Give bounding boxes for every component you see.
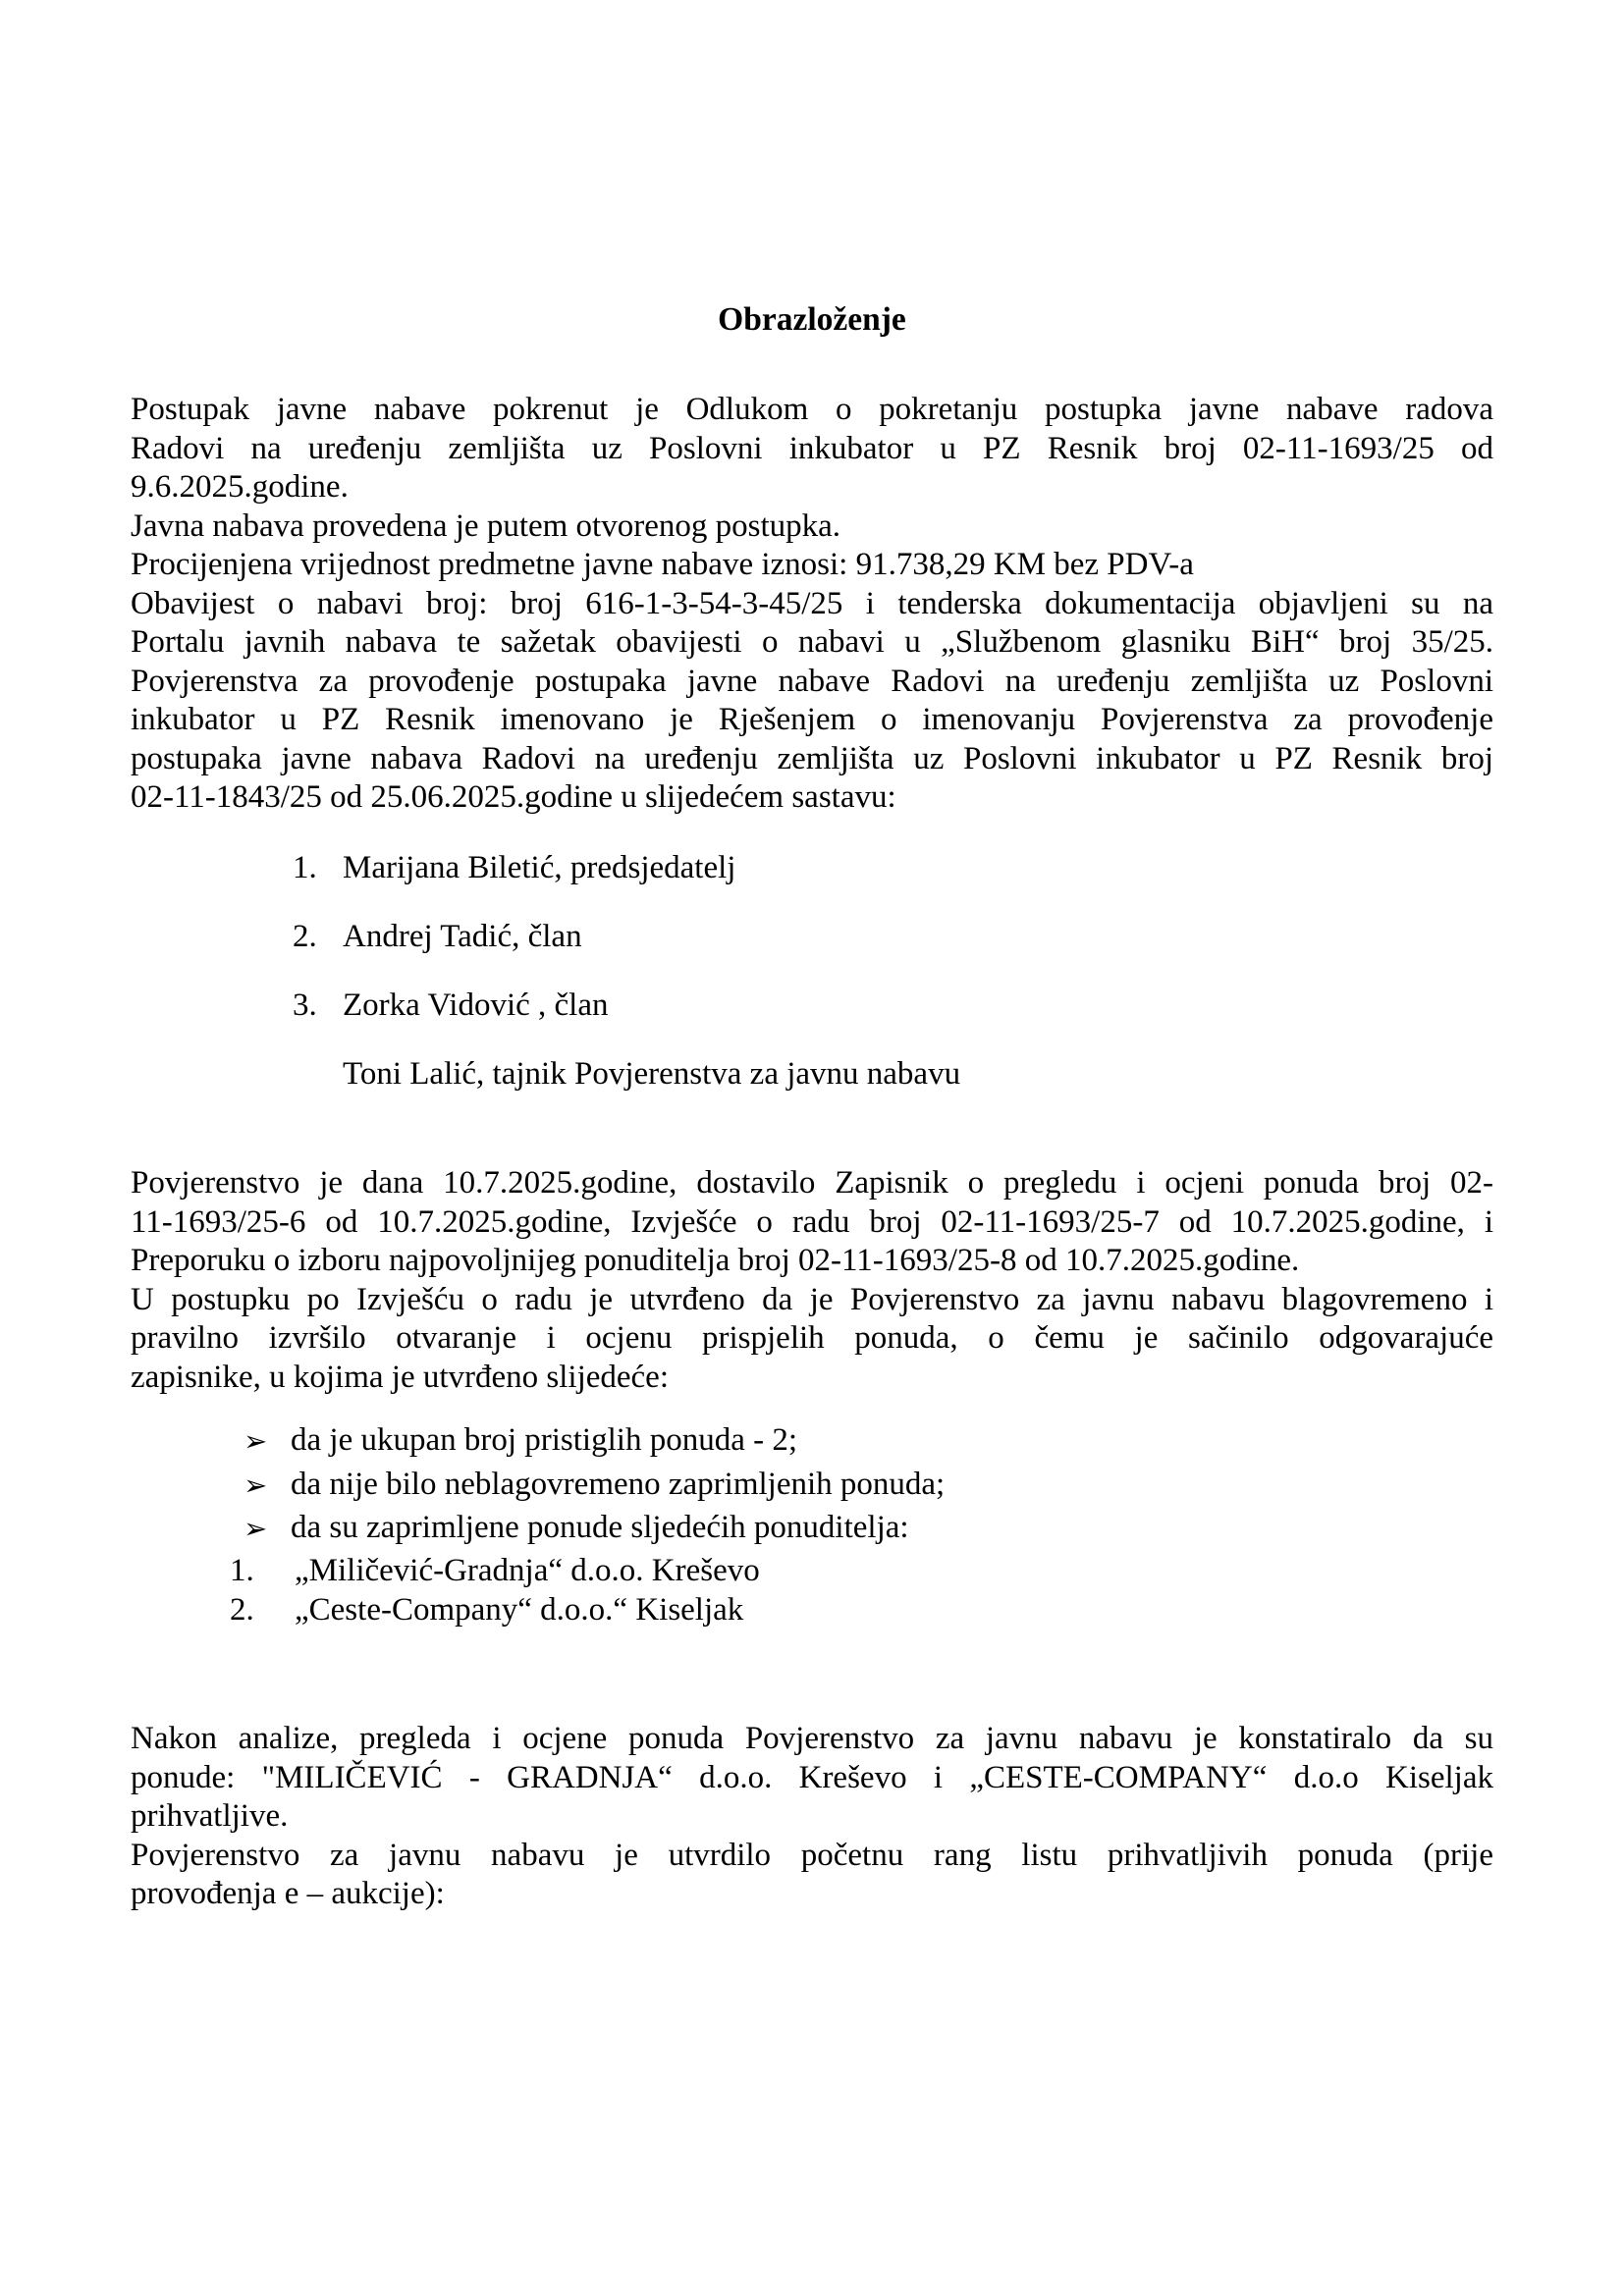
finding-item	[131, 1506, 1493, 1550]
paragraph-line: Radovi na uređenju zemljišta uz Poslovni inkubator u PZ Resnik broj 02-11-1693/25 od	[131, 430, 1493, 466]
finding-item	[131, 1463, 1493, 1507]
paragraph-line: Portalu javnih nabava te sažetak obavijesti o nabavi u „Službenom glasniku BiH“ broj 35/25.	[131, 624, 1493, 660]
paragraph-line: inkubator u PZ Resnik imenovano je Rješenjem o imenovanju Povjerenstva za provođenje	[131, 702, 1493, 737]
list-number: 1.	[230, 1553, 254, 1588]
bidder-name: „Miličević-Gradnja“ d.o.o. Kreševo	[295, 1553, 760, 1588]
finding-text: da je ukupan broj pristiglih ponuda - 2;	[291, 1422, 797, 1458]
paragraph-line: ponude: "MILIČEVIĆ - GRADNJA“ d.o.o. Kreševo i „CESTE-COMPANY“ d.o.o Kiseljak	[131, 1759, 1493, 1795]
paragraph-line: Preporuku o izboru najpovoljnijeg ponuditelja broj 02-11-1693/25-8 od 10.7.2025.godine.	[131, 1243, 1300, 1278]
paragraph-line: zapisnike, u kojima je utvrđeno slijedeće:	[131, 1359, 669, 1395]
paragraph-line: Postupak javne nabave pokrenut je Odlukom o pokretanju postupka javne nabave radova	[131, 392, 1493, 427]
paragraph-line: postupaka javne nabava Radovi na uređenju zemljišta uz Poslovni inkubator u PZ Resnik broj	[131, 740, 1493, 776]
finding-item	[131, 1418, 1493, 1463]
list-number: 2.	[230, 1592, 254, 1628]
committee-member	[131, 848, 1493, 887]
paragraph-line: Javna nabava provedena je putem otvorenog postupka.	[131, 507, 841, 544]
paragraph-line: Povjerenstva za provođenje postupaka javne nabave Radovi na uređenju zemljišta uz Poslovni	[131, 663, 1493, 699]
list-number: 3.	[293, 988, 317, 1023]
paragraph-line: Nakon analize, pregleda i ocjene ponuda Povjerenstvo za javnu nabavu je konstatiralo da su	[131, 1721, 1493, 1756]
paragraph-line: Obavijest o nabavi broj: broj 616-1-3-54-3-45/25 i tenderska dokumentacija objavljeni su na	[131, 585, 1493, 621]
member-name: Zorka Vidović , član	[343, 988, 609, 1023]
paragraph-line: 02-11-1843/25 od 25.06.2025.godine u slijedećem sastavu:	[131, 779, 896, 815]
list-number: 2.	[293, 919, 317, 954]
conclusion-paragraph	[131, 1720, 1493, 1914]
paragraph-line: 11-1693/25-6 od 10.7.2025.godine, Izvješće o radu broj 02-11-1693/25-7 od 10.7.2025.godine, i	[131, 1203, 1493, 1240]
paragraph-line: prihvatljive.	[131, 1798, 289, 1834]
paragraph-line: Povjerenstvo je dana 10.7.2025.godine, dostavilo Zapisnik o pregledu i ocjeni ponuda broj 02-	[131, 1165, 1493, 1201]
page-title: Obrazloženje	[718, 301, 906, 338]
paragraph-line: U postupku po Izvješću o radu je utvrđeno da je Povjerenstvo za javnu nabavu blagovremeno i	[131, 1281, 1493, 1317]
paragraph-line: 9.6.2025.godine.	[131, 469, 349, 505]
bidder-item	[131, 1551, 1493, 1590]
finding-text: da nije bilo neblagovremeno zaprimljenih ponuda;	[291, 1466, 946, 1502]
member-name: Andrej Tadić, član	[343, 919, 582, 954]
findings-bullet-list	[131, 1418, 1493, 1550]
paragraph-line: pravilno izvršilo otvaranje i ocjenu prispjelih ponuda, o čemu je sačinilo odgovarajuće	[131, 1320, 1493, 1356]
bidder-list	[131, 1551, 1493, 1629]
paragraph-line: provođenja e – aukcije):	[131, 1876, 445, 1911]
committee-member	[131, 986, 1493, 1025]
paragraph-line: Procijenjena vrijednost predmetne javne nabave iznosi: 91.738,29 KM bez PDV-a	[131, 547, 1194, 582]
committee-secretary: Toni Lalić, tajnik Povjerenstva za javnu nabavu	[343, 1056, 961, 1092]
finding-text: da su zaprimljene ponude sljedećih ponuditelja:	[291, 1510, 909, 1545]
list-number: 1.	[293, 850, 317, 885]
arrow-bullet-icon: ➢	[244, 1512, 268, 1545]
report-paragraph	[131, 1164, 1493, 1397]
committee-member-list	[131, 848, 1493, 1094]
member-name: Marijana Biletić, predsjedatelj	[343, 850, 736, 885]
arrow-bullet-icon: ➢	[244, 1424, 268, 1458]
arrow-bullet-icon: ➢	[244, 1468, 268, 1502]
bidder-item	[131, 1590, 1493, 1629]
intro-paragraph	[131, 391, 1493, 818]
committee-member	[131, 917, 1493, 956]
paragraph-line: Povjerenstvo za javnu nabavu je utvrdilo početnu rang listu prihvatljivih ponuda (prije	[131, 1837, 1493, 1873]
bidder-name: „Ceste-Company“ d.o.o.“ Kiseljak	[295, 1592, 744, 1628]
